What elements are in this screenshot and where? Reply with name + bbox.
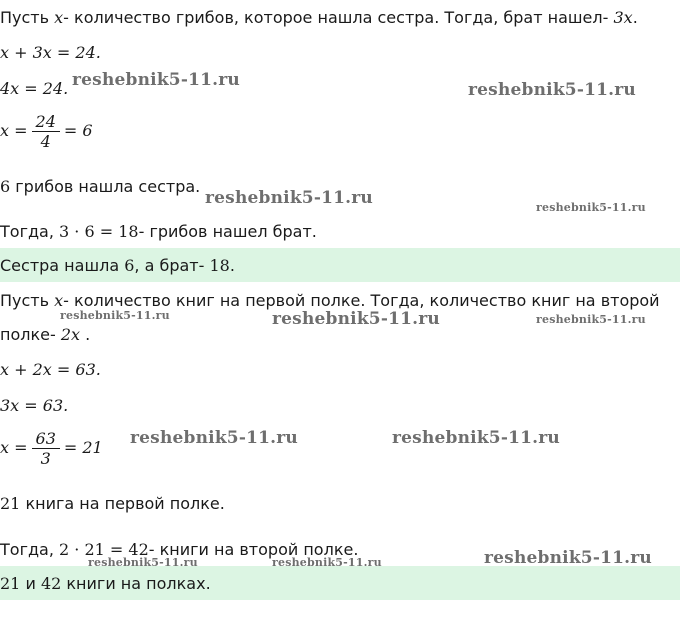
task1-equation-1: x + 3x = 24. <box>0 43 101 62</box>
task1-result: 6 грибов нашла сестра. <box>0 177 201 196</box>
task2-equation-3: x = $\frac{63}{3}$ = 21 <box>0 429 103 468</box>
task1-brother: Тогда, 3 · 6 = 18- грибов нашел брат. <box>0 222 317 241</box>
task1-answer: Сестра нашла 6, а брат- 18. <box>0 256 235 275</box>
task1-fraction: $\frac{24}{4}$ <box>32 112 60 151</box>
watermark: reshebnik5-11.ru <box>272 556 382 569</box>
watermark: reshebnik5-11.ru <box>392 428 560 448</box>
watermark: reshebnik5-11.ru <box>468 80 636 100</box>
task2-answer-box <box>0 566 680 600</box>
task2-equation-1: x + 2x = 63. <box>0 360 101 379</box>
task2-fraction: $\frac{63}{3}$ <box>32 429 60 468</box>
task2-answer: 21 и 42 книги на полках. <box>0 574 211 593</box>
task2-result: 21 книга на первой полке. <box>0 494 225 513</box>
task1-intro: Пусть x- количество грибов, которое нашла сестра. Тогда, брат нашел- 3x. <box>0 8 638 27</box>
watermark: reshebnik5-11.ru <box>60 309 170 322</box>
task1-equation-2: 4x = 24. <box>0 79 69 98</box>
task2-intro-line2: полке- 2x . <box>0 325 91 344</box>
task1-answer-box <box>0 248 680 282</box>
watermark: reshebnik5-11.ru <box>88 556 198 569</box>
watermark: reshebnik5-11.ru <box>130 428 298 448</box>
watermark: reshebnik5-11.ru <box>484 548 652 568</box>
task2-second-shelf: Тогда, 2 · 21 = 42- книги на второй полке. <box>0 540 359 559</box>
task2-intro-line1: Пусть x- количество книг на первой полке. Тогда, количество книг на второй <box>0 291 660 310</box>
task1-equation-3: x = $\frac{24}{4}$ = 6 <box>0 112 93 151</box>
watermark: reshebnik5-11.ru <box>72 70 240 90</box>
watermark: reshebnik5-11.ru <box>272 309 440 329</box>
watermark: reshebnik5-11.ru <box>536 313 646 326</box>
watermark: reshebnik5-11.ru <box>536 201 646 214</box>
task2-equation-2: 3x = 63. <box>0 396 69 415</box>
watermark: reshebnik5-11.ru <box>205 188 373 208</box>
